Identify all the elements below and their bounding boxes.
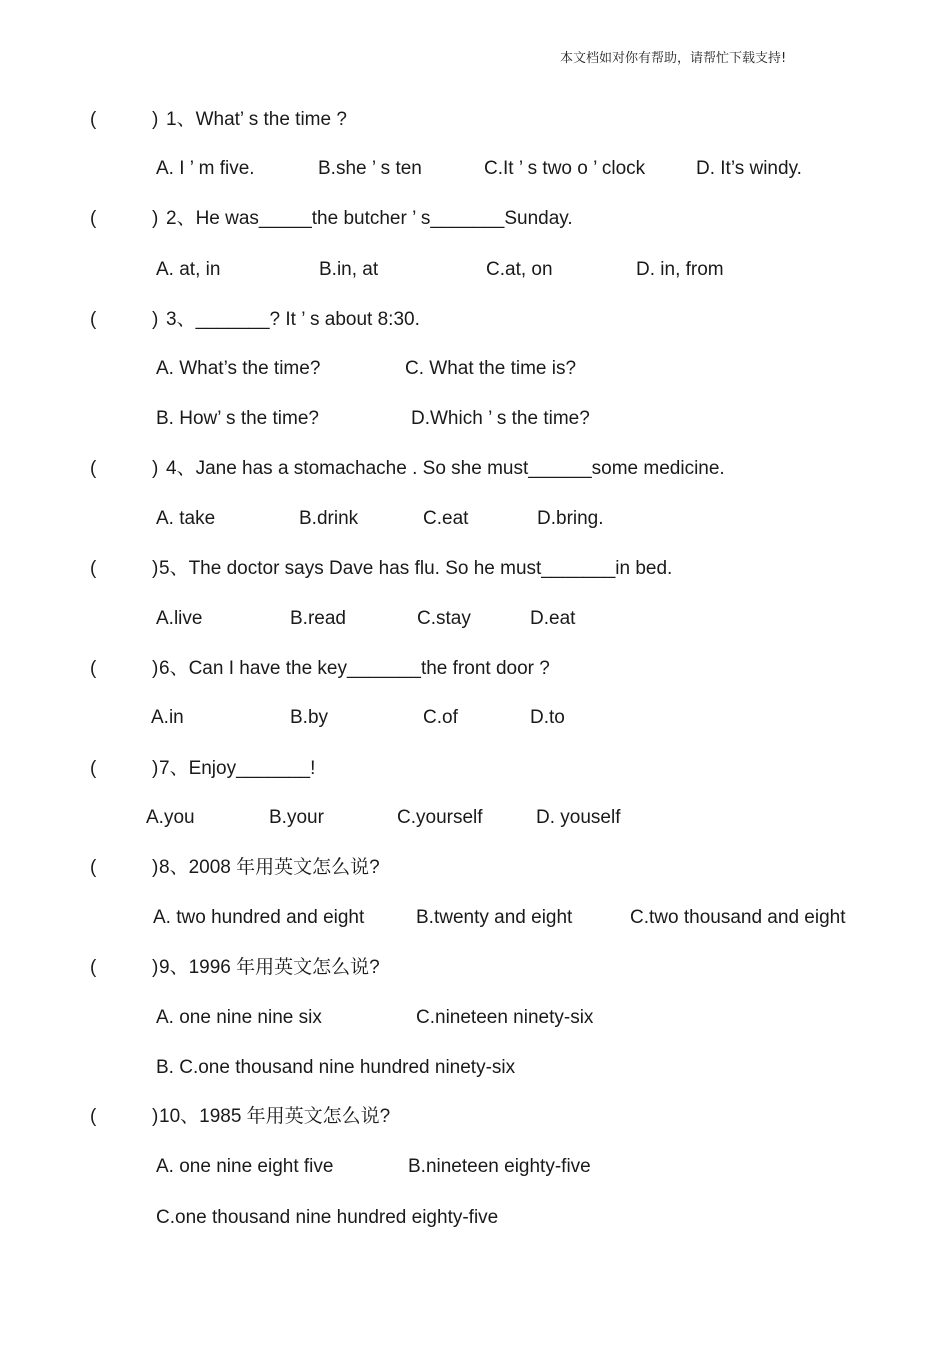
question-7-option-b: B.your — [269, 807, 324, 828]
answer-paren-open: ( — [90, 1106, 97, 1127]
answer-paren-close: ) — [152, 658, 159, 679]
question-5-option-b: B.read — [290, 608, 346, 629]
question-4-text: 4、Jane has a stomachache . So she must______some medicine. — [166, 458, 725, 479]
question-10-option-a: A. one nine eight five — [156, 1156, 334, 1177]
question-4-option-a: A. take — [156, 508, 216, 529]
question-1-option-c: C.It ’ s two o ’ clock — [484, 158, 646, 179]
answer-paren-close: ) — [152, 309, 159, 330]
question-2-option-a: A. at, in — [156, 259, 221, 280]
question-9-option-b: B. C.one thousand nine hundred ninety-six — [156, 1057, 516, 1078]
question-9-option-c: C.nineteen ninety-six — [416, 1007, 594, 1028]
question-2-option-d: D. in, from — [636, 259, 724, 280]
question-6-option-d: D.to — [530, 707, 565, 728]
answer-paren-open: ( — [90, 309, 97, 330]
answer-paren-open: ( — [90, 458, 97, 479]
question-4-option-b: B.drink — [299, 508, 359, 529]
question-3-option-c: C. What the time is? — [405, 358, 577, 379]
answer-paren-close: ) — [152, 458, 159, 479]
answer-paren-close: ) — [152, 1106, 159, 1127]
question-5-text: 5、The doctor says Dave has flu. So he must_______in bed. — [159, 558, 673, 579]
question-1-option-b: B.she ’ s ten — [318, 158, 422, 179]
question-3-option-a: A. What’s the time? — [156, 358, 321, 379]
question-2-option-c: C.at, on — [486, 259, 553, 280]
question-6-text: 6、Can I have the key_______the front door ? — [159, 658, 550, 679]
question-2-text: 2、He was_____the butcher ’ s_______Sunday. — [166, 208, 573, 229]
question-10-option-c: C.one thousand nine hundred eighty-five — [156, 1207, 499, 1228]
answer-paren-close: ) — [152, 957, 159, 978]
question-7-option-c: C.yourself — [397, 807, 483, 828]
question-9-text: 9、1996 年用英文怎么说? — [159, 957, 380, 978]
question-8-option-b: B.twenty and eight — [416, 907, 573, 928]
question-3-option-d: D.Which ’ s the time? — [411, 408, 590, 429]
answer-paren-close: ) — [152, 558, 159, 579]
question-8-text: 8、2008 年用英文怎么说? — [159, 857, 380, 878]
question-3-option-b: B. How’ s the time? — [156, 408, 319, 429]
answer-paren-open: ( — [90, 558, 97, 579]
page-header-note: 本文档如对你有帮助，请帮忙下载支持! — [560, 51, 787, 66]
question-4-option-c: C.eat — [423, 508, 469, 529]
answer-paren-close: ) — [152, 208, 159, 229]
question-5-option-d: D.eat — [530, 608, 576, 629]
question-6-option-b: B.by — [290, 707, 329, 728]
question-5-option-a: A.live — [156, 608, 203, 629]
question-8-option-c: C.two thousand and eight — [630, 907, 846, 928]
question-9-option-a: A. one nine nine six — [156, 1007, 322, 1028]
answer-paren-open: ( — [90, 658, 97, 679]
answer-paren-open: ( — [90, 109, 97, 130]
question-7-text: 7、Enjoy_______! — [159, 758, 316, 779]
answer-paren-close: ) — [152, 857, 159, 878]
question-8-option-a: A. two hundred and eight — [153, 907, 365, 928]
answer-paren-close: ) — [152, 758, 159, 779]
question-2-option-b: B.in, at — [319, 259, 379, 280]
question-6-option-c: C.of — [423, 707, 458, 728]
question-5-option-c: C.stay — [417, 608, 471, 629]
answer-paren-open: ( — [90, 758, 97, 779]
question-1-option-d: D. It’s windy. — [696, 158, 802, 179]
question-3-text: 3、_______? It ’ s about 8:30. — [166, 309, 420, 330]
question-10-text: 10、1985 年用英文怎么说? — [159, 1106, 391, 1127]
question-4-option-d: D.bring. — [537, 508, 604, 529]
answer-paren-open: ( — [90, 208, 97, 229]
question-7-option-a: A.you — [146, 807, 195, 828]
answer-paren-open: ( — [90, 957, 97, 978]
question-1-option-a: A. I ’ m five. — [156, 158, 255, 179]
answer-paren-open: ( — [90, 857, 97, 878]
question-1-text: 1、What’ s the time ? — [166, 109, 347, 130]
question-10-option-b: B.nineteen eighty-five — [408, 1156, 591, 1177]
answer-paren-close: ) — [152, 109, 159, 130]
question-7-option-d: D. youself — [536, 807, 621, 828]
question-6-option-a: A.in — [151, 707, 184, 728]
